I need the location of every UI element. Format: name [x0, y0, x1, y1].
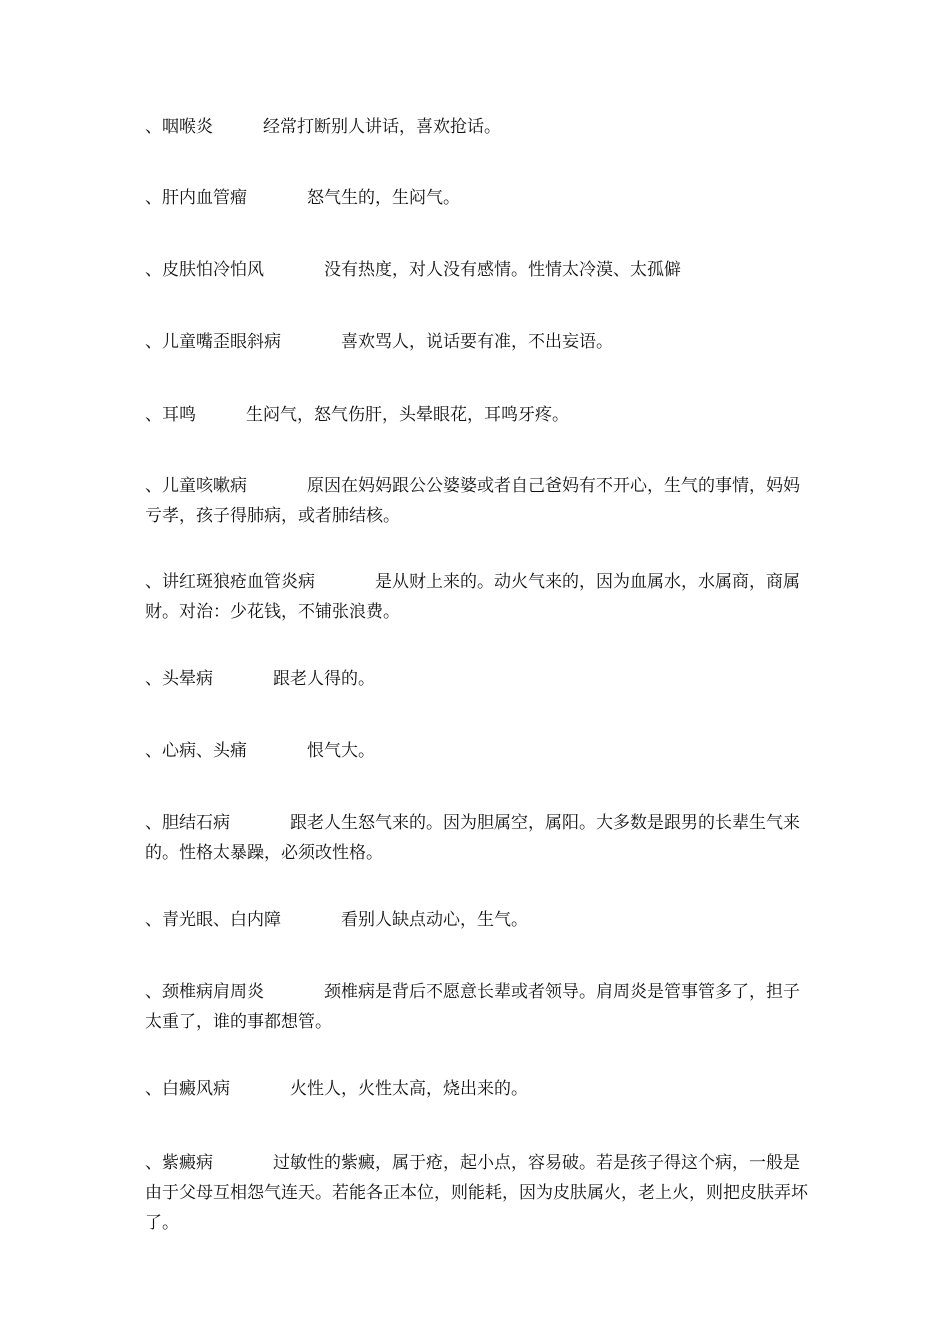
entry-description: 颈椎病是背后不愿意长辈或者领导。肩周炎是管事管多了，担子太重了，谁的事都想管。	[145, 982, 800, 1032]
entry-description: 原因在妈妈跟公公婆婆或者自己爸妈有不开心，生气的事情，妈妈亏孝，孩子得肺病，或者肺结核。	[145, 476, 800, 526]
list-item	[145, 664, 810, 694]
entry-description: 过敏性的紫癜，属于疮，起小点，容易破。若是孩子得这个病，一般是由于父母互相怨气连天。若能各正本位，则能耗，因为皮肤属火，老上火，则把皮肤弄坏了。	[145, 1153, 808, 1233]
list-item	[145, 977, 810, 1037]
entry-title: 、胆结石病	[145, 813, 230, 833]
entry-title: 、头晕病	[145, 669, 213, 689]
entry-title: 、青光眼、白内障	[145, 910, 281, 930]
entry-title: 、皮肤怕冷怕风	[145, 260, 264, 280]
entry-title: 、白癜风病	[145, 1079, 230, 1099]
entry-description: 恨气大。	[307, 741, 375, 761]
entry-title: 、儿童咳嗽病	[145, 476, 247, 496]
entry-title: 、肝内血管瘤	[145, 188, 247, 208]
entry-title: 、讲红斑狼疮血管炎病	[145, 572, 315, 592]
entry-title: 、紫癜病	[145, 1153, 213, 1173]
list-item	[145, 112, 810, 142]
entry-description: 火性人，火性太高，烧出来的。	[290, 1079, 528, 1099]
list-item	[145, 255, 810, 285]
entry-description: 生闷气，怒气伤肝，头晕眼花，耳鸣牙疼。	[246, 405, 569, 425]
entry-description: 是从财上来的。动火气来的，因为血属水，水属商，商属财。对治：少花钱，不铺张浪费。	[145, 572, 800, 622]
entry-title: 、心病、头痛	[145, 741, 247, 761]
entry-title: 、儿童嘴歪眼斜病	[145, 332, 281, 352]
list-item	[145, 183, 810, 213]
list-item	[145, 1148, 810, 1238]
entry-description: 跟老人得的。	[273, 669, 375, 689]
entry-description: 跟老人生怒气来的。因为胆属空，属阳。大多数是跟男的长辈生气来的。性格太暴躁，必须改性格。	[145, 813, 800, 863]
entry-title: 、颈椎病肩周炎	[145, 982, 264, 1002]
entry-description: 怒气生的，生闷气。	[307, 188, 460, 208]
entry-title: 、咽喉炎	[145, 117, 213, 137]
entry-description: 看别人缺点动心，生气。	[341, 910, 528, 930]
entry-description: 没有热度，对人没有感情。性情太冷漠、太孤僻	[324, 260, 681, 280]
list-item	[145, 471, 810, 531]
entry-description: 经常打断别人讲话，喜欢抢话。	[263, 117, 501, 137]
list-item	[145, 736, 810, 766]
list-item	[145, 808, 810, 868]
list-item	[145, 567, 810, 627]
list-item	[145, 400, 810, 430]
entry-title: 、耳鸣	[145, 405, 196, 425]
list-item	[145, 327, 810, 357]
list-item	[145, 1074, 810, 1104]
list-item	[145, 905, 810, 935]
entry-description: 喜欢骂人，说话要有准，不出妄语。	[341, 332, 613, 352]
